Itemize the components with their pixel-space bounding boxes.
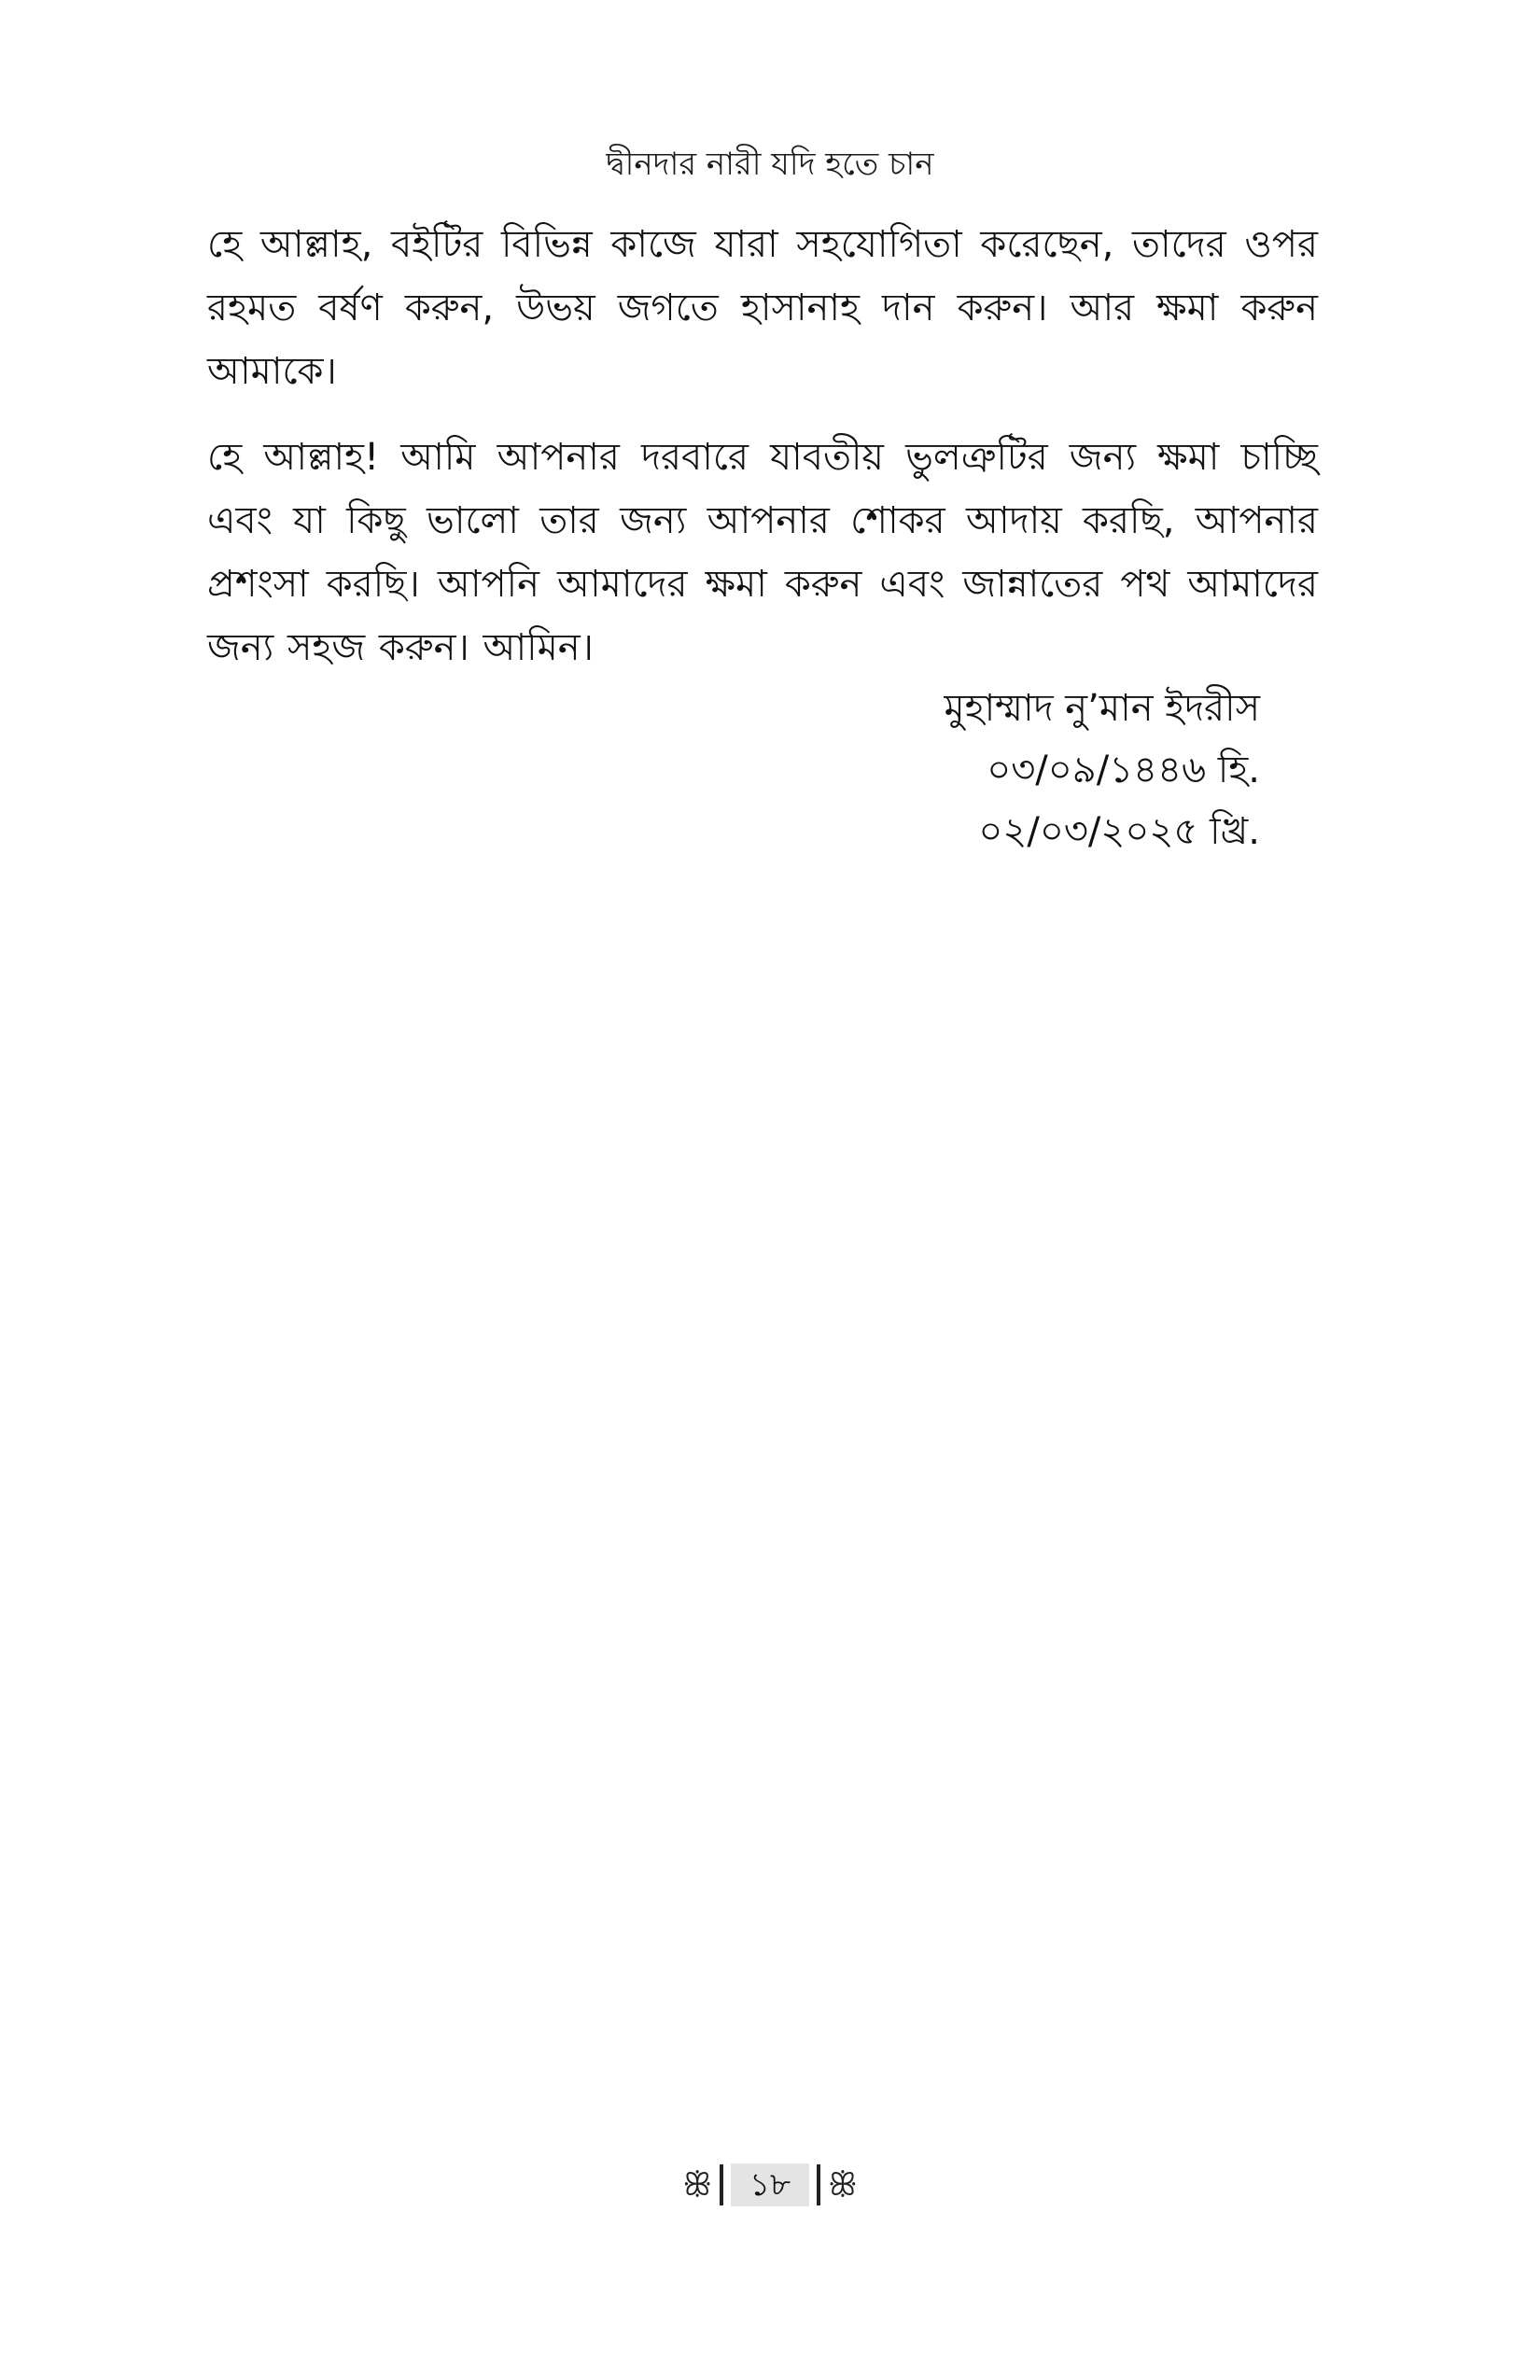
- right-ornament-icon: ꕥ: [828, 2166, 858, 2204]
- running-header: দ্বীনদার নারী যদি হতে চান: [606, 146, 934, 183]
- page-footer: [0, 2163, 1540, 2206]
- paragraph-2: হে আল্লাহ! আমি আপনার দরবারে যাবতীয় ভুলত্রুটির জন্য ক্ষমা চাচ্ছি এবং যা কিছু ভালো তার জন্য আপনার শোকর আদায় করছি, আপনার প্রশংসা করছি। আপনি আমাদের ক্ষমা করুন এবং জান্নাতের পথ আমাদের জন্য সহজ করুন। আমিন।: [207, 436, 1318, 669]
- paragraph-1: হে আল্লাহ, বইটির বিভিন্ন কাজে যারা সহযোগিতা করেছেন, তাদের ওপর রহমত বর্ষণ করুন, উভয় জগতে হাসানাহ দান করুন। আর ক্ষমা করুন আমাকে।: [207, 223, 1318, 393]
- left-ornament-icon: ꕥ: [682, 2166, 712, 2204]
- hijri-date: ০৩/০৯/১৪৪৬ হি.: [987, 749, 1260, 791]
- page-number: ১৮: [731, 2163, 809, 2206]
- body-text: [207, 213, 1318, 702]
- author-name: মুহাম্মাদ নু’মান ইদরীস: [944, 687, 1260, 730]
- right-divider: [817, 2164, 820, 2205]
- left-divider: [720, 2164, 723, 2205]
- signature-block: [944, 678, 1260, 862]
- gregorian-date: ০২/০৩/২০২৫ খ্রি.: [978, 810, 1260, 853]
